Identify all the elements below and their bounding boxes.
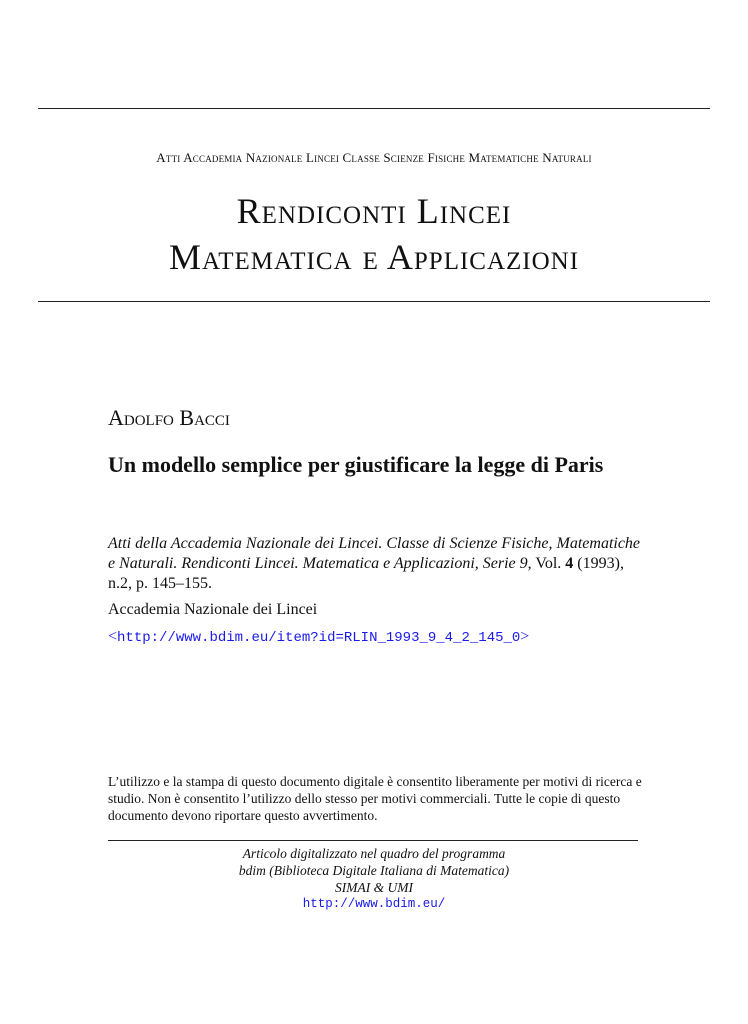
series-title	[0, 188, 748, 280]
citation-details: (1993), n.2, p. 145–155.	[108, 555, 624, 592]
footer-line-3: SIMAI & UMI	[335, 880, 413, 895]
link-close-bracket: >	[520, 628, 530, 645]
article-title: Un modello semplice per giustificare la legge di Paris	[108, 452, 604, 477]
series-title-line-2: Matematica e Applicazioni	[168, 237, 580, 277]
top-rule	[38, 108, 710, 109]
citation-volume: 4	[565, 555, 574, 572]
footer-line-1: Articolo digitalizzato nel quadro del programma	[242, 846, 506, 861]
usage-notice: L’utilizzo e la stampa di questo documento digitale è consentito liberamente per motivi di ricerca e studio. Non è consentito l’utilizzo dello stesso per motivi commerciali. Tutte le copie di questo documento devono riportare questo avvertimento.	[108, 774, 642, 823]
footer-url[interactable]: http://www.bdim.eu/	[302, 897, 446, 911]
footer-rule	[108, 840, 638, 841]
citation-journal: Atti della Accademia Nazionale dei Lincei. Classe di Scienze Fisiche, Matematiche e Naturali. Rendiconti Lincei. Matematica e Applicazioni, Serie 9	[108, 535, 641, 572]
footer-line-2: bdim (Biblioteca Digitale Italiana di Matematica)	[238, 863, 510, 878]
mid-rule	[38, 301, 710, 302]
article-url[interactable]: http://www.bdim.eu/item?id=RLIN_1993_9_4_2_145_0	[117, 630, 521, 646]
article-link[interactable]	[108, 628, 529, 646]
author-name: Adolfo Bacci	[108, 405, 230, 430]
citation-vol-prefix: , Vol.	[527, 555, 566, 572]
footer	[0, 845, 748, 913]
link-open-bracket: <	[108, 628, 118, 645]
citation	[108, 534, 648, 594]
publisher: Accademia Nazionale dei Lincei	[108, 601, 318, 618]
series-title-line-1: Rendiconti Lincei	[236, 191, 512, 231]
journal-name: Atti Accademia Nazionale Lincei Classe Scienze Fisiche Matematiche Naturali	[156, 150, 592, 165]
